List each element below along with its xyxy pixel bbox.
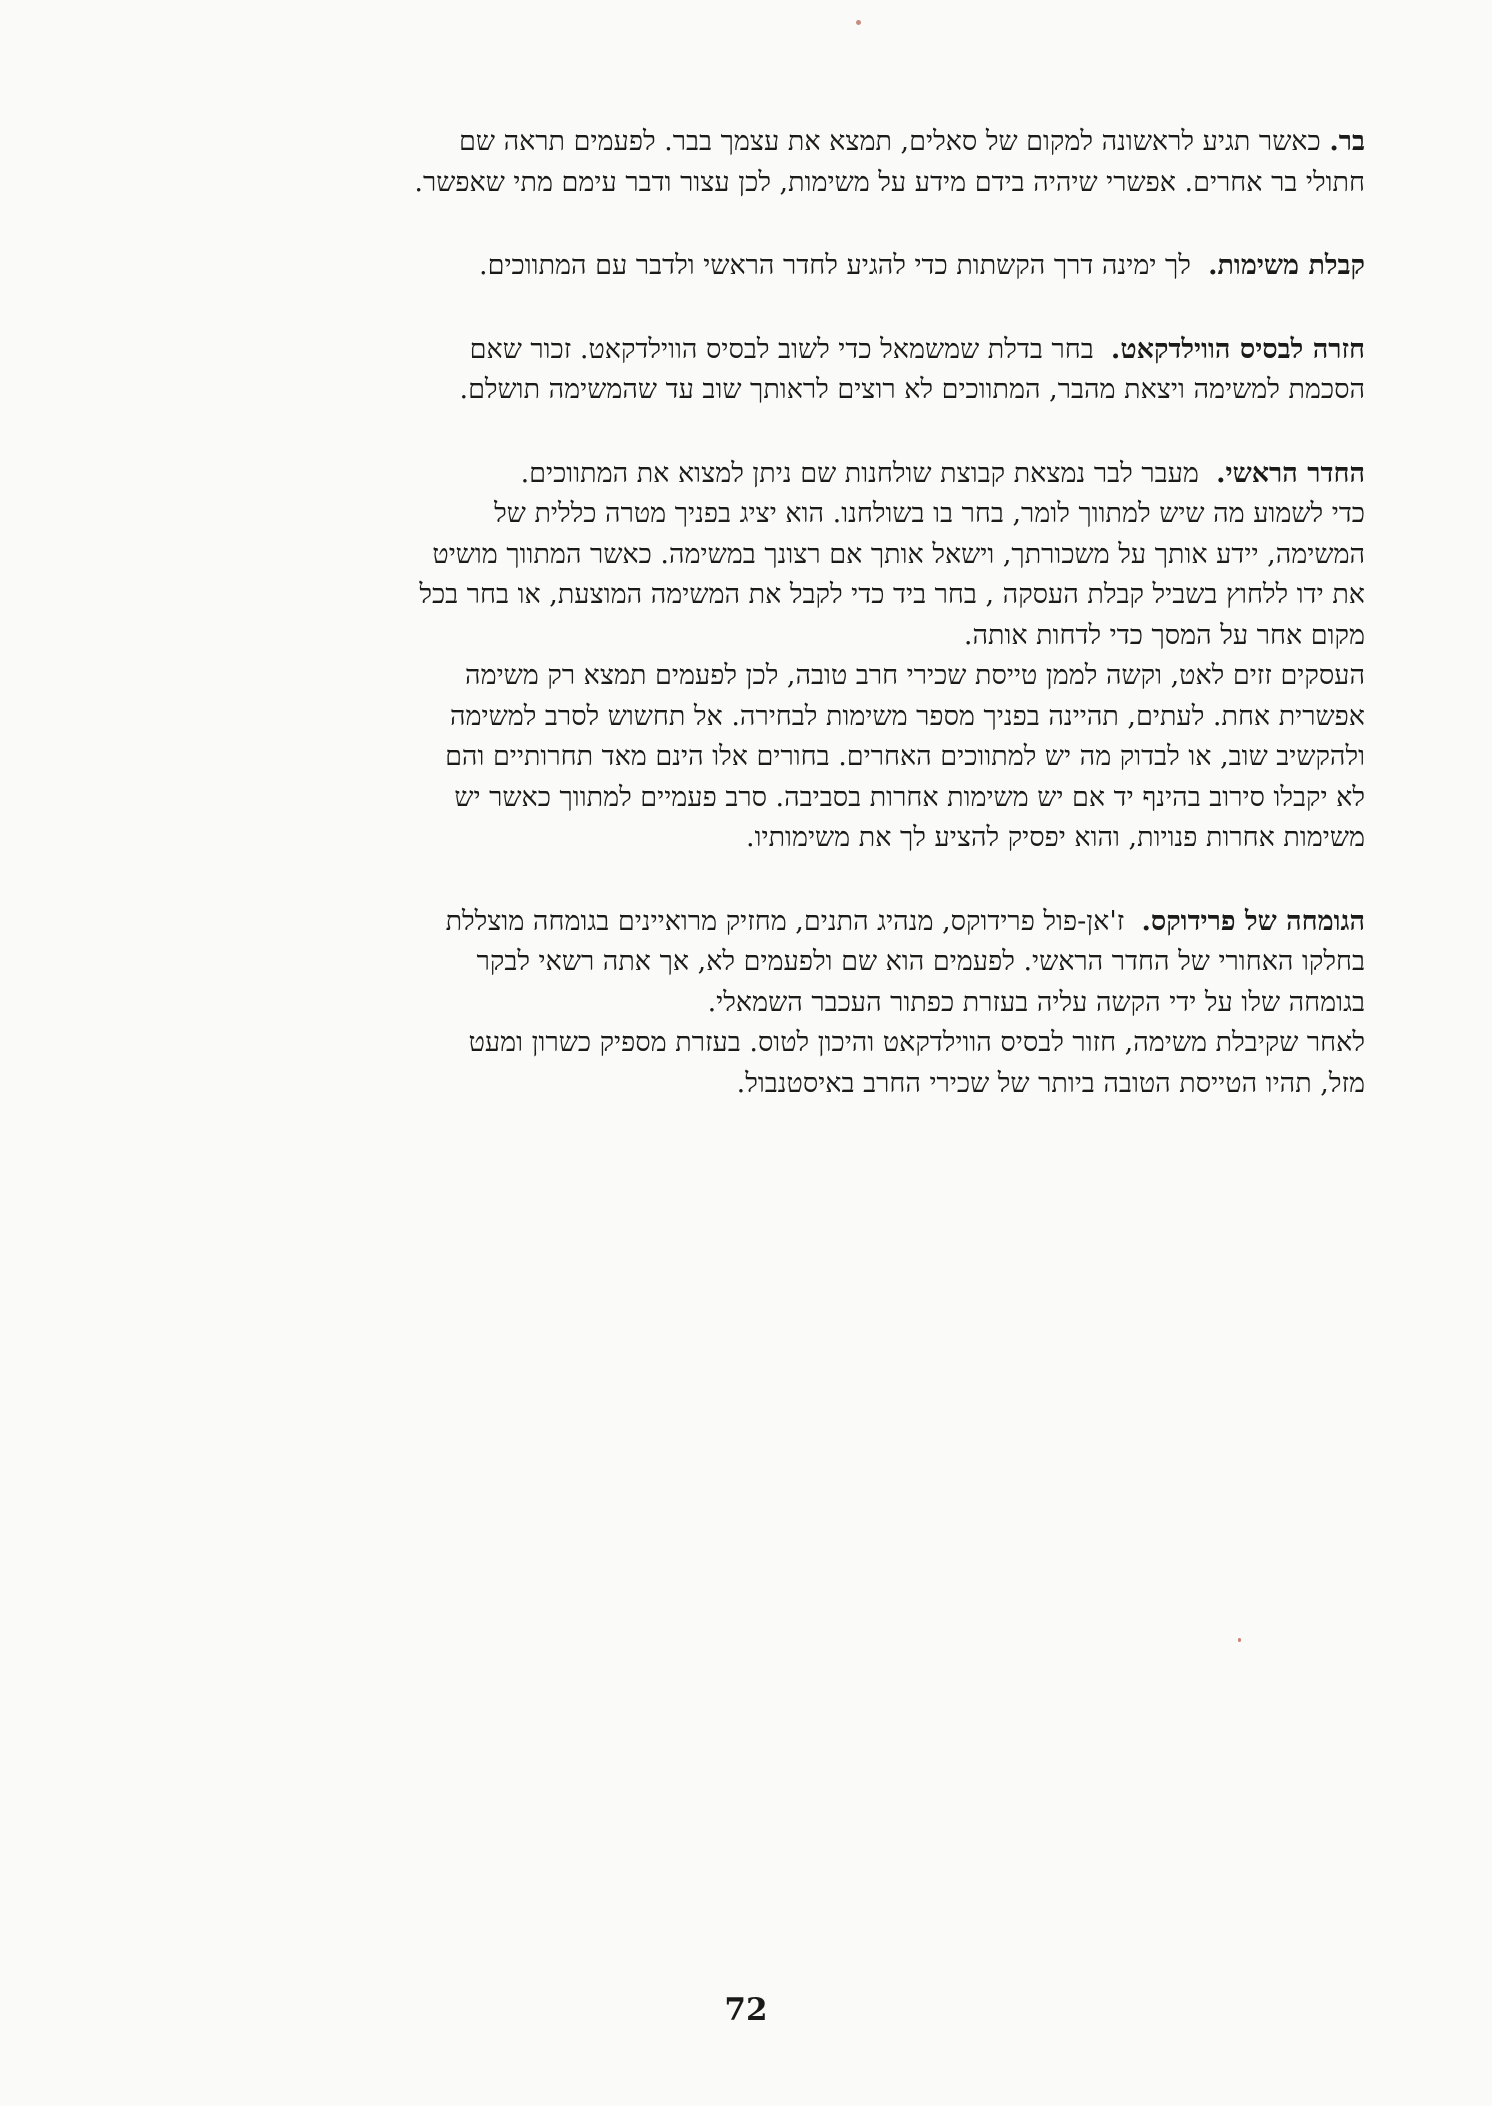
section-main-room [75,454,1365,859]
text-line: כדי לשמוע מה שיש למתווך לומר, בחר בו בשולחנו. הוא יציג בפניך מטרה כללית של [494,498,1365,529]
text-line: ולהקשיב שוב, או לבדוק מה יש למתווכים האחרים. בחורים אלו הינם מאד תחרותיים והם [445,741,1365,772]
text-line [75,454,1365,495]
section-bar [75,122,1365,203]
section-heading: בר. [1329,126,1365,157]
text-line [75,122,1365,163]
section-heading: חזרה לבסיס הווילדקאט. [1110,333,1365,365]
text-line: המשימה, יידע אותך על משכורתך, וישאל אותך אם רצונך במשימה. כאשר המתווך מושיט [432,538,1365,570]
section-heading: החדר הראשי. [1216,457,1365,489]
section-text: כאשר תגיע לראשונה למקום של סאלים, תמצא את עצמך בבר. לפעמים תראה שם [459,126,1321,157]
text-line: לאחר שקיבלת משימה, חזור לבסיס הווילדקאט והיכון לטוס. בעזרת מספיק כשרון ומעט [468,1027,1365,1058]
text-line [75,246,1365,287]
section-receiving-missions [75,246,1365,287]
text-line: העסקים זזים לאט, וקשה לממן טייסת שכירי חרב טובה, לכן לפעמים תמצא רק משימה [465,660,1365,691]
text-line: אפשרית אחת. לעתים, תהיינה בפניך מספר משימות לבחירה. אל תחשוש לסרב למשימה [449,700,1365,732]
scan-speck [856,20,861,25]
text-line [75,330,1365,371]
text-line: הסכמת למשימה ויצאת מהבר, המתווכים לא רוצים לראותך שוב עד שהמשימה תושלם. [459,374,1365,405]
section-text: לך ימינה דרך הקשתות כדי להגיע לחדר הראשי ולדבר עם המתווכים. [479,250,1191,281]
text-line: מזל, תהיו הטייסת הטובה ביותר של שכירי החרב באיסטנבול. [736,1067,1365,1099]
text-line: את ידו ללחוץ בשביל קבלת העסקה , בחר ביד כדי לקבל את המשימה המוצעת, או בחר בכל [419,579,1365,610]
text-line: בחלקו האחורי של החדר הראשי. לפעמים הוא שם ולפעמים לא, אך אתה רשאי לבקר [476,946,1365,977]
page-body [75,122,1365,1104]
text-line: בגומחה שלו על ידי הקשה עליה בעזרת כפתור העכבר השמאלי. [707,986,1365,1018]
page-number: 72 [724,1992,768,2028]
text-line: משימות אחרות פנויות, והוא יפסיק להציע לך את משימותיו. [746,822,1365,853]
section-text: מעבר לבר נמצאת קבוצת שולחנות שם ניתן למצוא את המתווכים. [520,457,1199,489]
scan-speck [1238,1638,1241,1642]
section-heading: הגומחה של פרידוקס. [1141,905,1365,937]
section-text: ז'אן-פול פרידוקס, מנהיג התנים, מחזיק מרואיינים בגומחה מוצללת [445,905,1125,937]
text-line [75,902,1365,943]
text-line: חתולי בר אחרים. אפשרי שיהיה בידם מידע על משימות, לכן עצור ודבר עימם מתי שאפשר. [414,166,1365,198]
section-text: בחר בדלת שמשמאל כדי לשוב לבסיס הווילדקאט. זכור שאם [469,333,1094,365]
text-line: מקום אחר על המסך כדי לדחות אותה. [963,619,1365,651]
section-return-to-base [75,330,1365,411]
section-heading: קבלת משימות. [1208,250,1365,281]
text-line: לא יקבלו סירוב בהינף יד אם יש משימות אחרות בסביבה. סרב פעמיים למתווך כאשר יש [454,781,1365,813]
section-fridox-alcove [75,902,1365,1105]
